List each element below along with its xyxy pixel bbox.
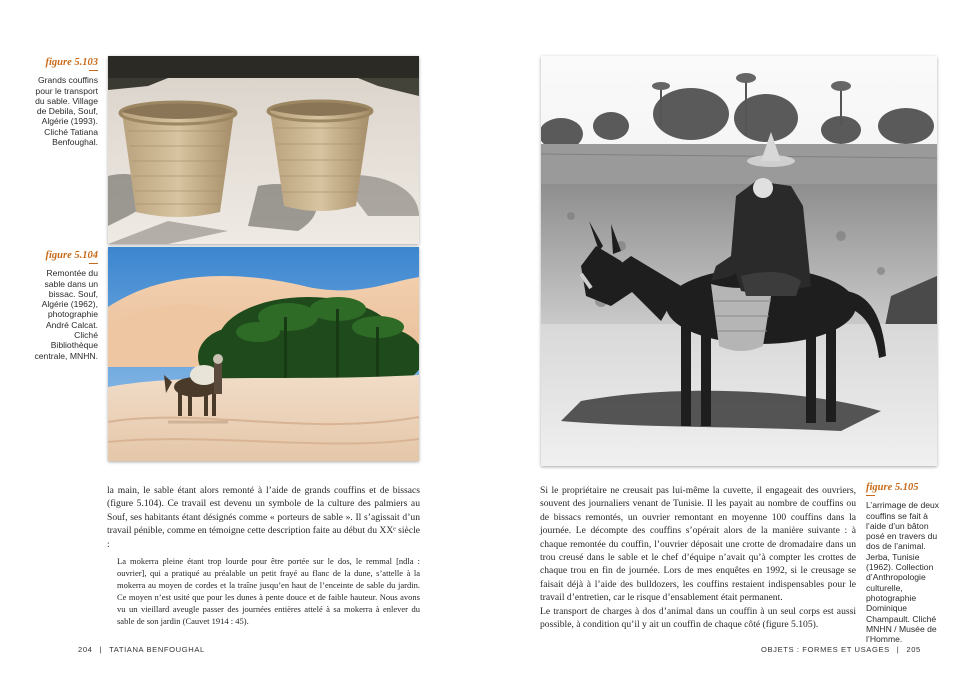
dune-image bbox=[108, 247, 419, 461]
figure-5-105-number: figure 5.105 bbox=[866, 482, 919, 493]
figure-5-104-number: figure 5.104 bbox=[45, 250, 98, 261]
page-number-left: 204 bbox=[78, 645, 93, 654]
figure-5-103-caption bbox=[32, 58, 98, 147]
figure-5-105-photo bbox=[541, 56, 937, 466]
right-paragraph-2: Le transport de charges à dos d’animal dans un couffin à un seul corps est aussi possible, à condition qu’il y ait un couffin de chaque côté (figure 5.105). bbox=[540, 605, 856, 631]
left-body-text bbox=[107, 484, 420, 627]
left-footer bbox=[78, 645, 205, 654]
right-body-text bbox=[540, 484, 856, 631]
figure-5-104-caption bbox=[30, 251, 98, 361]
footer-separator: | bbox=[99, 645, 103, 654]
right-paragraph-1: Si le propriétaire ne creusait pas lui-même la cuvette, il engageait des ouvriers, souvent des journaliers venant de Tunisie. Il les payait au nombre de couffins ou de bissacs remontés, un ouvrier remontant en moyenne 100 couffins dans la journée. Le décompte des couffins s’opérait alors de la manière suivante : à chaque remontée du couffin, l’ouvrier déposait une crotte de dromadaire dans un trou creusé dans le sable et le chef d’équipe n’avait qu’à compter les crottes de chaque trou en fin de journée. Lors de mes enquêtes en 1992, si le creusage se faisait déjà à l’aide des bulldozers, les couffins restaient indispensables pour le travail d’entretien, car le risque d’ensablement était permanent. bbox=[540, 485, 856, 604]
caption-rule bbox=[89, 263, 98, 264]
footer-separator: | bbox=[896, 645, 900, 654]
page-number-right: 205 bbox=[906, 645, 921, 654]
right-footer bbox=[761, 645, 921, 654]
caption-rule bbox=[866, 495, 875, 496]
figure-5-103-text: Grands couffins pour le transport du sable. Village de Debila, Souf, Algérie (1993). Cliché Tatiana Benfoughal. bbox=[35, 75, 98, 148]
figure-5-103-number: figure 5.103 bbox=[45, 57, 98, 68]
figure-5-104-photo bbox=[108, 247, 419, 461]
section-title: OBJETS : FORMES ET USAGES bbox=[761, 645, 890, 654]
left-paragraph: la main, le sable étant alors remonté à l’aide de grands couffins et de bissacs (figure 5.104). Ce travail est devenu un symbole de la culture des palmiers au Souf, ses habitants étant désignés comme « porteurs de sable ». Il s’agissait d’un travail pénible, comme en témoigne cette description faite au début du XXᵉ siècle : bbox=[107, 485, 420, 550]
figure-5-104-text: Remontée du sable dans un bissac. Souf, Algérie (1962), photographie André Calcat. Cliché Bibliothèque centrale, MNHN. bbox=[34, 268, 98, 361]
donkey-image bbox=[541, 56, 937, 466]
caption-rule bbox=[89, 70, 98, 71]
quote-text: La mokerra pleine étant trop lourde pour être portée sur le dos, le remmal [ndla : ouvrier], qui a pratiqué au préalable un petit frayé au flanc de la dune, s’attelle à la mokerra au moyen de cordes et la traîne jusqu’en haut de l’enceinte de sable du jardin. Ce moyen n’est usité que pour les dunes à pente douce et de faible hauteur. Nous avons vu un vieillard aveugle passer des journées entières attelé à sa mokerra à enlever du sable de son jardin (Cauvet 1914 : 45). bbox=[117, 556, 420, 627]
figure-5-103-photo bbox=[108, 56, 419, 244]
baskets-image bbox=[108, 56, 419, 244]
figure-5-105-caption bbox=[866, 483, 948, 644]
figure-5-105-text: L’arrimage de deux couffins se fait à l’aide d’un bâton posé en travers du dos de l’animal. Jerba, Tunisie (1962). Collection d’Anthropologie culturelle, photographie Dominique Champault. Cliché MNHN / Musée de l’Homme. bbox=[866, 500, 940, 645]
author-name: TATIANA BENFOUGHAL bbox=[109, 645, 205, 654]
right-page bbox=[480, 0, 960, 699]
quote-block bbox=[117, 555, 420, 627]
